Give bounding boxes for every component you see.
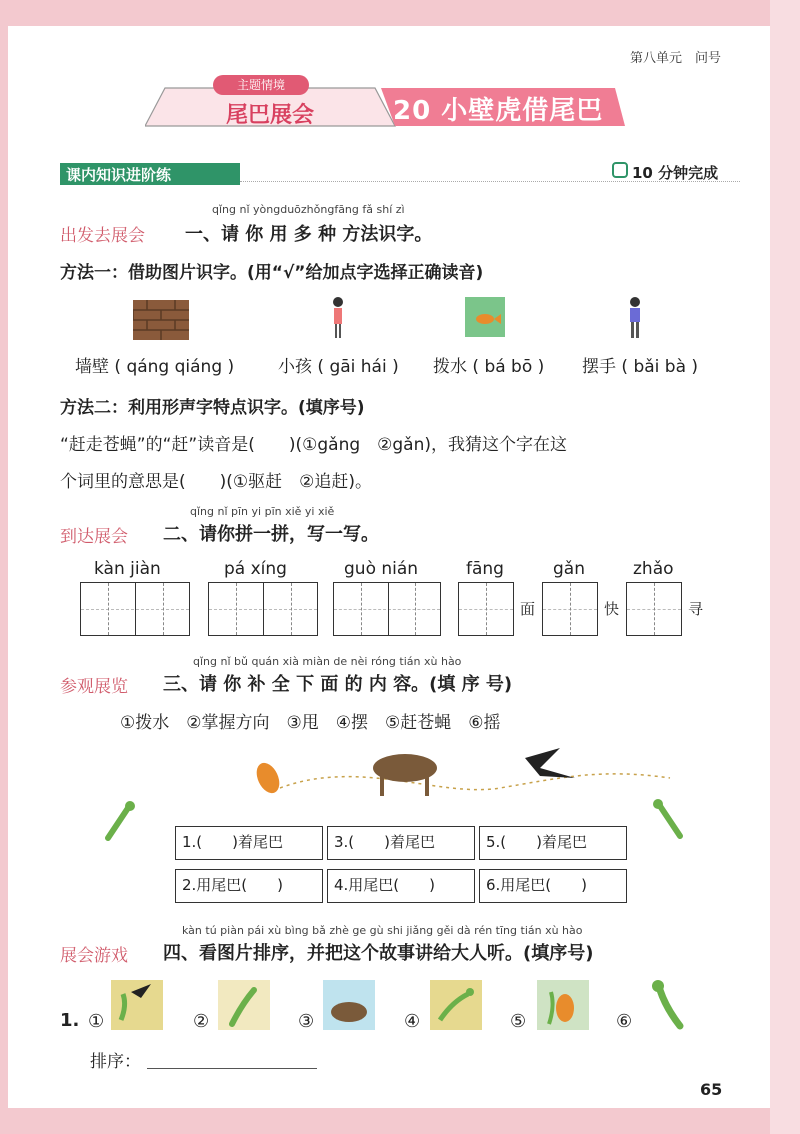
answer-box-1[interactable]: 1.( )着尾巴 xyxy=(175,826,323,860)
story-picture-3 xyxy=(323,980,375,1030)
q4-item-label: 1. xyxy=(60,1010,80,1031)
unit-label: 第八单元 问号 xyxy=(630,51,722,66)
story-picture-2 xyxy=(218,980,270,1030)
char-mian: 面 xyxy=(520,600,536,618)
story-num-3: ③ xyxy=(298,1011,315,1032)
clock-icon xyxy=(612,162,628,178)
page-number: 65 xyxy=(700,1080,723,1099)
option-paddle: 拨水 ( bá bō ) xyxy=(433,357,545,377)
writing-grid-guonian[interactable] xyxy=(333,582,441,636)
method-two-line2: 个词里的意思是( )(①驱赶 ②追赶)。 xyxy=(60,472,373,492)
q4-title: 四、看图片排序，并把这个故事讲给大人听。(填序号) xyxy=(163,943,594,964)
q1-title: 一、请 你 用 多 种 方法识字。 xyxy=(185,224,433,245)
waving-boy-picture xyxy=(626,296,644,340)
word-pinyin-paxing: pá xíng xyxy=(224,559,287,579)
answer-box-4[interactable]: 4.用尾巴( ) xyxy=(327,869,475,903)
story-num-4: ④ xyxy=(404,1011,421,1032)
wall-picture xyxy=(133,300,189,340)
method-two-line1: “赶走苍蝇”的“赶”读音是( )(①gǎng ②gǎn)，我猜这个字在这 xyxy=(60,435,567,455)
story-num-5: ⑤ xyxy=(510,1011,527,1032)
q1-tag: 出发去展会 xyxy=(60,226,145,246)
q4-tag: 展会游戏 xyxy=(60,946,128,966)
q4-pinyin: kàn tú piàn pái xù bìng bǎ zhè ge gù shi jiǎng gěi dà rén tīng tián xù hào xyxy=(182,924,583,937)
writing-grid-kanjian[interactable] xyxy=(80,582,190,636)
page-frame-right xyxy=(770,0,800,1134)
page-frame-left xyxy=(0,0,8,1134)
child-picture xyxy=(330,296,346,340)
answer-box-3[interactable]: 3.( )着尾巴 xyxy=(327,826,475,860)
page-frame-bottom xyxy=(0,1108,800,1134)
story-num-1: ① xyxy=(88,1011,105,1032)
story-num-2: ② xyxy=(193,1011,210,1032)
q1-pinyin: qǐng nǐ yòngduōzhǒngfāng fǎ shí zì xyxy=(212,203,405,216)
char-kuai: 快 xyxy=(604,600,620,618)
theme-subtitle: 尾巴展会 xyxy=(226,103,315,128)
q2-title: 二、请你拼一拼，写一写。 xyxy=(163,524,379,545)
answer-blank[interactable] xyxy=(147,1068,317,1069)
word-pinyin-kanjian: kàn jiàn xyxy=(94,559,161,579)
q2-pinyin: qǐng nǐ pīn yi pīn xiě yi xiě xyxy=(190,505,335,518)
fish-picture xyxy=(465,297,505,337)
answer-box-6[interactable]: 6.用尾巴( ) xyxy=(479,869,627,903)
section-label: 课内知识进阶练 xyxy=(66,166,172,184)
writing-grid-gan[interactable] xyxy=(542,582,598,636)
story-picture-4 xyxy=(430,980,482,1030)
q3-options: ①拨水 ②掌握方向 ③甩 ④摆 ⑤赶苍蝇 ⑥摇 xyxy=(120,713,501,733)
writing-grid-zhao[interactable] xyxy=(626,582,682,636)
timer-text: 10 分钟完成 xyxy=(632,164,719,182)
story-picture-6 xyxy=(640,976,692,1030)
word-pinyin-fang: fāng xyxy=(466,559,504,579)
word-pinyin-gan: gǎn xyxy=(553,559,585,579)
theme-badge: 主题情境 xyxy=(213,75,309,95)
word-pinyin-zhao: zhǎo xyxy=(633,559,674,579)
gecko-right-illustration xyxy=(640,798,688,842)
method-two: 方法二：利用形声字特点识字。(填序号) xyxy=(60,398,365,418)
q3-tag: 参观展览 xyxy=(60,677,128,697)
option-child: 小孩 ( gāi hái ) xyxy=(278,357,399,377)
answer-box-2[interactable]: 2.用尾巴( ) xyxy=(175,869,323,903)
story-picture-5 xyxy=(537,980,589,1030)
q3-title: 三、请 你 补 全 下 面 的 内 容。(填 序 号) xyxy=(163,674,513,695)
option-wall: 墙壁 ( qáng qiáng ) xyxy=(75,357,235,377)
writing-grid-paxing[interactable] xyxy=(208,582,318,636)
page-frame-top xyxy=(0,0,800,26)
q3-pinyin: qǐng nǐ bǔ quán xià miàn de nèi róng tián xù hào xyxy=(193,655,462,668)
lesson-title: 20 小壁虎借尾巴 xyxy=(393,96,604,126)
answer-box-5[interactable]: 5.( )着尾巴 xyxy=(479,826,627,860)
answer-label: 排序： xyxy=(90,1052,141,1072)
q2-tag: 到达展会 xyxy=(60,527,128,547)
gecko-left-illustration xyxy=(100,800,148,844)
method-one: 方法一：借助图片识字。(用“√”给加点字选择正确读音) xyxy=(60,263,484,283)
word-pinyin-guonian: guò nián xyxy=(344,559,419,579)
writing-grid-fang[interactable] xyxy=(458,582,514,636)
story-num-6: ⑥ xyxy=(616,1011,633,1032)
story-picture-1 xyxy=(111,980,163,1030)
option-wave: 摆手 ( bǎi bà ) xyxy=(582,357,699,377)
char-xun: 寻 xyxy=(688,600,704,618)
